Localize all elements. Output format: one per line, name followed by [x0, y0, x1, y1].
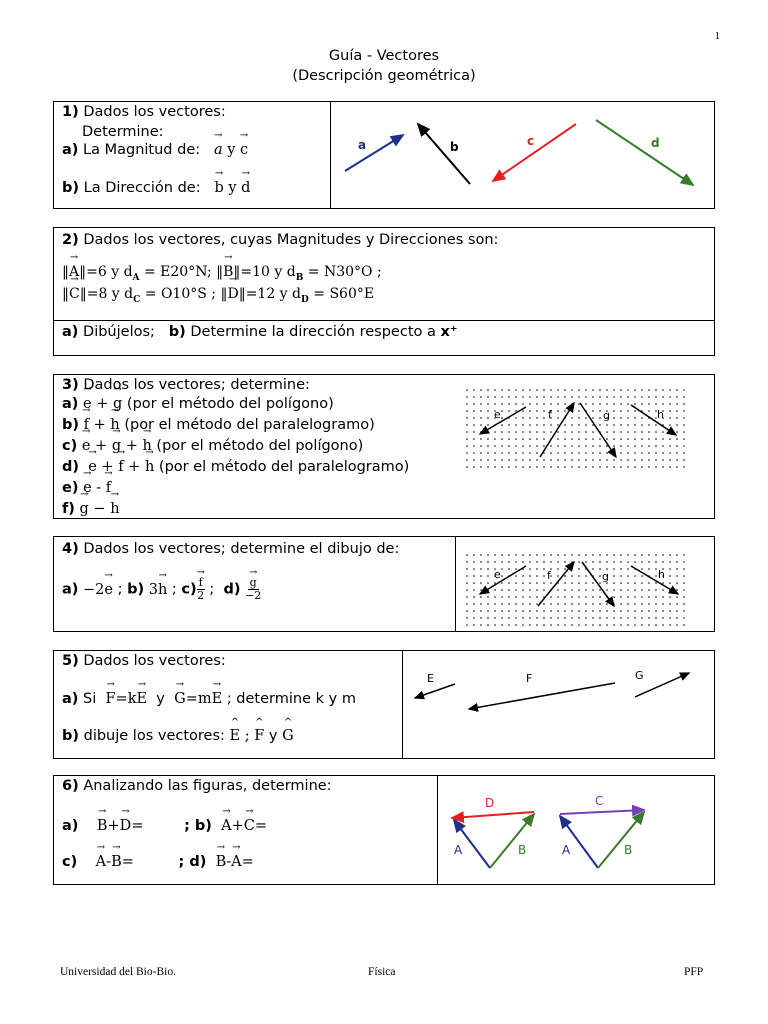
question-5-box	[53, 650, 715, 759]
label-F: F	[526, 672, 533, 685]
q1-item-b: b) La Dirección de: → b y → d	[62, 178, 250, 198]
divider	[54, 320, 714, 321]
vector-a	[345, 135, 403, 171]
q2-tasks: a) Dibújelos; b) Determine la dirección respecto a x⁺	[62, 324, 458, 340]
q6-row-1: a) → B+→ D= ; b) → A+→ C=	[62, 816, 267, 836]
q6-row-2: c) → A-→ B= ; d) → B-→ A=	[62, 852, 254, 872]
q1-item-a: a) La Magnitud de: → a y → c	[62, 140, 248, 160]
page-number: 1	[714, 30, 720, 42]
label-a: a	[358, 138, 367, 152]
question-1-box	[53, 101, 715, 209]
q3-grid-figure	[466, 389, 690, 471]
label-G: G	[635, 669, 644, 682]
q1-vectors-figure	[331, 102, 715, 208]
dot-grid	[466, 389, 688, 469]
question-4-box	[53, 536, 715, 632]
q3-item-b: b) → f + → h (por el método del paralelogramo)	[62, 415, 375, 435]
footer-subject: Física	[368, 966, 396, 978]
label-d: d	[651, 136, 660, 150]
q1-intro2: Determine:	[82, 124, 164, 140]
question-2-box	[53, 227, 715, 356]
vector-B	[490, 814, 534, 868]
q3-item-e: e) → e - → f	[62, 478, 111, 498]
q3-intro: 3) Dados los vectores; determine:	[62, 377, 310, 393]
vector-d	[596, 120, 693, 185]
label-b: b	[450, 140, 459, 154]
vector-A2	[560, 816, 598, 868]
q6-triangles-figure	[438, 776, 715, 884]
label-D: D	[485, 796, 495, 810]
q2-line-1: ‖→ A‖=6 y $d_A = E20^\circ N$; ‖→ B‖=10 y $d_B = N30^\circ O$ ;	[62, 262, 382, 288]
q2-intro: 2) Dados los vectores, cuyas Magnitudes y Direcciones son:	[62, 232, 499, 248]
label-g: g	[602, 570, 609, 583]
q3-item-c: c) → e + → g + → h (por el método del polígono)	[62, 436, 363, 456]
q4-items: a) −2→ e ; b) 3→ h ; c) → $\frac{f}{2}$ ; d) → $\frac{g}{-2}$	[62, 577, 261, 602]
label-c: c	[527, 134, 535, 148]
vector-E	[415, 684, 455, 698]
label-f: f	[548, 408, 552, 421]
label-e: e	[494, 408, 501, 421]
title-line: Guía - Vectores	[328, 48, 440, 64]
q6-intro: 6) Analizando las figuras, determine:	[62, 778, 332, 794]
vector-B2	[598, 812, 644, 868]
q4-grid-figure	[466, 554, 690, 632]
vector-c	[493, 124, 576, 181]
label-A2: A	[562, 843, 571, 857]
vector-b	[418, 124, 470, 184]
q5-vectors-figure	[403, 651, 715, 758]
question-3-box	[53, 374, 715, 519]
footer-initials: PFP	[684, 966, 704, 978]
q1-intro: 1) Dados los vectores:	[62, 104, 226, 120]
label-B2: B	[624, 843, 633, 857]
dot-grid	[466, 554, 688, 630]
label-g: g	[603, 409, 610, 422]
q3-item-d: d) → e + → f + → h (por el método del paralelogramo)	[62, 457, 409, 477]
label-e: e	[494, 568, 501, 581]
label-E: E	[427, 672, 434, 685]
label-A: A	[454, 843, 463, 857]
label-f: f	[547, 569, 551, 582]
label-B: B	[518, 843, 527, 857]
vector-C	[560, 810, 644, 814]
q4-intro: 4) Dados los vectores; determine el dibujo de:	[62, 541, 400, 557]
question-6-box	[53, 775, 715, 885]
page-title	[0, 46, 768, 86]
label-h: h	[658, 568, 665, 581]
vector-D	[452, 812, 534, 818]
footer-university: Universidad del Bio-Bio.	[60, 966, 176, 978]
subtitle-line: (Descripción geométrica)	[292, 68, 476, 84]
q5-intro: 5) Dados los vectores:	[62, 653, 226, 669]
q3-item-a: a) → e + → g (por el método del polígono)	[62, 394, 334, 414]
label-h: h	[657, 408, 664, 421]
vector-F	[469, 683, 615, 709]
q3-item-f: f) → g − → h	[62, 499, 120, 519]
q5-item-b: b) dibuje los vectores: ^ E ; ^ F y ^ G	[62, 726, 294, 746]
label-C: C	[595, 794, 604, 808]
q5-item-a: a) Si → F=k→ E y → G=m→ E ; determine k y m	[62, 689, 356, 709]
q2-line-2: ‖→ C‖=8 y $d_C = O10^\circ S$ ; ‖→ D‖=12 y $d_D = S60^\circ E$	[62, 284, 374, 310]
divider	[455, 537, 456, 631]
